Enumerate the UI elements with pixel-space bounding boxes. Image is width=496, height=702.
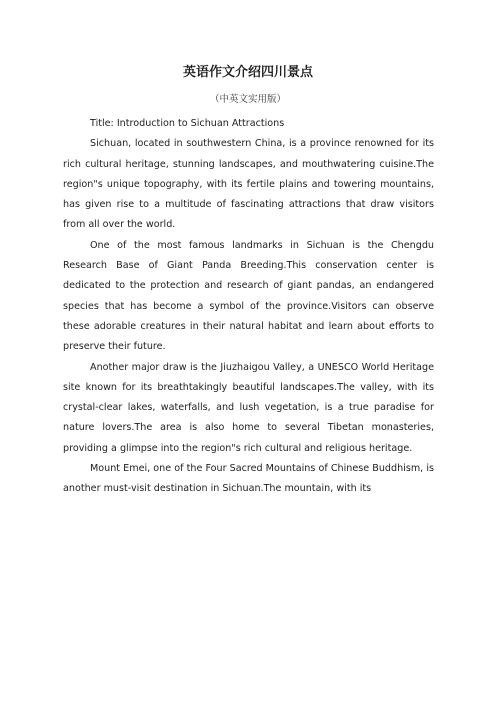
essay-heading: Title: Introduction to Sichuan Attractions bbox=[90, 118, 285, 129]
paragraph-jiuzhaigou: Another major draw is the Jiuzhaigou Valley, a UNESCO World Heritage site known for its breathtakingly beautiful landscapes.The valley, with its crystal-clear lakes, waterfalls, and lush vegetation, is a true paradise for nature lovers.The area is also home to several Tibetan monasteries, providing a glimpse into the region"s rich cultural and religious heritage. bbox=[63, 361, 434, 454]
paragraph-mount-emei: Mount Emei, one of the Four Sacred Mountains of Chinese Buddhism, is another must-visit destination in Sichuan.The mountain, with its bbox=[63, 463, 434, 495]
document-body bbox=[63, 114, 434, 500]
paragraph-panda-base: One of the most famous landmarks in Sichuan is the Chengdu Research Base of Giant Panda Breeding.This conservation center is dedicated to the protection and research of giant pandas, an endangered species that has become a symbol of the province.Visitors can observe these adorable creatures in their natural habitat and learn about efforts to preserve their future. bbox=[63, 239, 434, 353]
paragraph-intro: Sichuan, located in southwestern China, is a province renowned for its rich cultural heritage, stunning landscapes, and mouthwatering cuisine.The region"s unique topography, with its fertile plains and towering mountains, has given rise to a multitude of fascinating attractions that draw visitors from all over the world. bbox=[63, 138, 434, 231]
document-subtitle: （中英文实用版） bbox=[209, 94, 286, 105]
document-title: 英语作文介绍四川景点 bbox=[182, 65, 313, 80]
